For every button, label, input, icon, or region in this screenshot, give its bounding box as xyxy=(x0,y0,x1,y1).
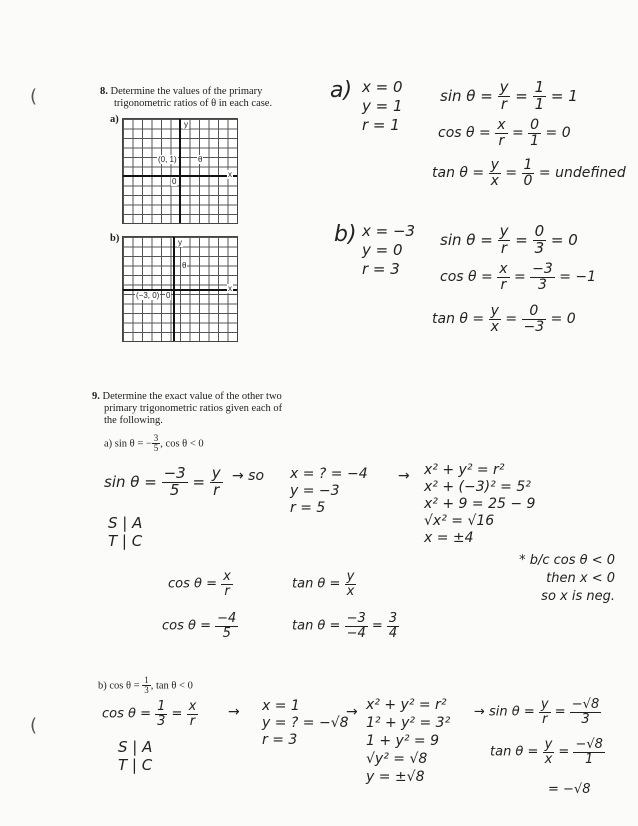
answer-a-cos-d: r xyxy=(498,132,505,149)
work-9a-eq2: x² + (−3)² = 5² xyxy=(424,479,531,495)
answer-a-r: r = 1 xyxy=(362,116,400,134)
answer-a-sin-d2: 1 xyxy=(534,94,545,113)
work-9b-tan-n: y xyxy=(544,737,553,752)
work-9a-tan xyxy=(292,570,356,598)
answer-a-tan-d: x xyxy=(490,172,499,189)
work-9a-tan2-d2: 4 xyxy=(388,625,398,641)
answer-b-sin-lhs: sin θ = xyxy=(440,230,493,249)
answer-b-cos-n: x xyxy=(499,261,508,277)
work-9a-r: r = 5 xyxy=(290,500,326,516)
work-9b-cos-n: 1 xyxy=(157,699,166,714)
q9-part-a-text: a) sin θ = − xyxy=(104,438,152,450)
work-9a-pythag xyxy=(424,462,535,547)
work-9b-pythag xyxy=(366,696,450,786)
q9-statement xyxy=(92,391,342,427)
answer-a-tan: tan θ = $\frac{y}{x}$ = $\frac{1}{0}$ = undefined xyxy=(432,157,626,189)
answer-a-values xyxy=(362,78,403,135)
q9-part-b xyxy=(98,676,193,696)
graph-a-theta: θ xyxy=(198,155,203,164)
work-9a-cos2-n: −4 xyxy=(217,611,237,626)
work-9a-note1: * b/c cos θ < 0 xyxy=(519,553,615,568)
work-9b-tan-n2: −√8 xyxy=(575,737,603,752)
answer-a-cos-lhs: cos θ = xyxy=(438,125,491,142)
answer-b-y: y = 0 xyxy=(362,241,403,259)
work-9b-arrow2: → xyxy=(346,704,358,720)
answer-a-sin-lhs: sin θ = xyxy=(440,86,493,105)
work-9b-tan-d2: 1 xyxy=(585,751,594,767)
answer-a-tan-n2: 1 xyxy=(523,157,533,173)
q9-part-b-tail: , tan θ < 0 xyxy=(150,680,193,692)
margin-paren-mark: ( xyxy=(30,86,38,107)
answer-b-tan-d: x xyxy=(490,318,499,335)
work-9a-cos2-lhs: cos θ = xyxy=(162,618,211,634)
work-9b-cos-lhs: cos θ = xyxy=(102,706,151,722)
work-9b-cos-d2: r xyxy=(189,713,196,729)
answer-a-sin-n: y xyxy=(499,78,509,96)
work-9b-sin-lhs: → sin θ = xyxy=(474,704,535,720)
answer-a-sin-d: r xyxy=(500,94,508,113)
graph-a-y-label: y xyxy=(184,120,188,129)
work-9a-tan-lhs: tan θ = xyxy=(292,576,341,592)
answer-b-cos-n2: −3 xyxy=(532,261,553,277)
work-9a-quadrant xyxy=(108,514,142,550)
work-9b-cos-n2: x xyxy=(188,699,197,714)
work-9b-quad-sa: S | A xyxy=(118,738,153,756)
answer-a-x: x = 0 xyxy=(362,78,403,96)
work-9a-values xyxy=(290,466,368,517)
answer-b-cos: cos θ = $\frac{x}{r}$ = $\frac{-3}{3}$ = −1 xyxy=(440,261,597,293)
work-9b-arrow1: → xyxy=(228,704,240,720)
work-9a-tan-n: y xyxy=(346,569,355,584)
answer-a-sin: sin θ = $\frac{y}{r}$ = $\frac{1}{1}$ = 1 xyxy=(440,78,578,113)
work-9a-quad-tc: T | C xyxy=(108,532,143,550)
graph-a-origin: 0 xyxy=(172,177,177,186)
work-9a-y: y = −3 xyxy=(290,483,340,499)
q9-part-a-d: 5 xyxy=(153,443,159,454)
graph-b-x-label: x xyxy=(228,284,232,293)
work-9a-eq4: √x² = √16 xyxy=(424,513,495,529)
work-9b-sin-n2: −√8 xyxy=(571,697,600,712)
answer-a-tan-lhs: tan θ = xyxy=(432,165,485,182)
q9-line3: the following. xyxy=(104,415,163,426)
q9-part-b-n: 1 xyxy=(144,675,149,685)
answer-a-sin-result: = 1 xyxy=(550,86,578,105)
work-9b-cos: cos θ = $\frac{1}{3}$ = $\frac{x}{r}$ xyxy=(102,699,197,729)
work-9b-tan: tan θ = $\frac{y}{x}$ = $\frac{-√8}{1}$ xyxy=(490,737,603,767)
work-9b-tan-lhs: tan θ = xyxy=(490,744,539,760)
work-9a-x: x = ? = −4 xyxy=(290,466,368,482)
answer-b-cos-d2: 3 xyxy=(538,276,547,293)
q9-number: 9. xyxy=(92,391,100,402)
work-9b-cos-d: 3 xyxy=(157,713,166,729)
work-9a-tan2-d: −4 xyxy=(346,625,366,641)
work-9a-sin-d2: r xyxy=(213,480,220,499)
graph-b-point-label: (−3, 0) xyxy=(136,291,160,300)
work-9a-sin-n: −3 xyxy=(163,464,186,482)
work-9a-quad-sa: S | A xyxy=(108,514,143,532)
answer-a-tan-result: = undefined xyxy=(538,165,626,182)
work-9b-eq1: x² + y² = r² xyxy=(366,697,447,713)
graph-b xyxy=(122,236,238,342)
answer-a-y: y = 1 xyxy=(362,97,403,115)
answer-b-tan-n2: 0 xyxy=(522,304,547,320)
work-9a-cos2-d: 5 xyxy=(222,625,231,641)
answer-b-tan: tan θ = $\frac{y}{x}$ = $\frac{0}{-3}$ = 0 xyxy=(432,303,576,335)
answer-a-sin-n2: 1 xyxy=(534,78,545,96)
work-9b-x: x = 1 xyxy=(262,698,300,714)
q9-part-a xyxy=(104,434,204,454)
work-9a-eq5: x = ±4 xyxy=(424,530,474,546)
work-9b-sin-d: r xyxy=(542,711,548,727)
q8-line2: trigonometric ratios of θ in each case. xyxy=(114,98,273,109)
answer-b-tan-lhs: tan θ = xyxy=(432,311,485,328)
work-9a-cos-lhs: cos θ = xyxy=(168,576,217,592)
work-9b-eq3: 1 + y² = 9 xyxy=(366,733,439,749)
work-9a-tan2-lhs: tan θ = xyxy=(292,618,341,634)
work-9b-quadrant xyxy=(118,738,152,774)
work-9b-sin-n: y xyxy=(540,697,549,712)
answer-b-tan-n: y xyxy=(490,303,499,319)
q9-part-b-d: 3 xyxy=(144,685,149,696)
answer-a-tag: a) xyxy=(330,78,353,103)
answer-b-r: r = 3 xyxy=(362,260,400,278)
work-9a-arrow1: → so xyxy=(232,468,265,484)
answer-b-cos-d: r xyxy=(500,276,507,293)
answer-b-cos-lhs: cos θ = xyxy=(440,269,493,286)
q9-part-a-n: 3 xyxy=(153,433,159,443)
answer-b-x: x = −3 xyxy=(362,222,416,240)
q8-part-a-label: a) xyxy=(110,114,119,125)
answer-b-sin-n2: 0 xyxy=(534,222,545,240)
work-9a-sin-d: 5 xyxy=(169,480,180,499)
work-9b-eq5: y = ±√8 xyxy=(366,769,425,785)
answer-a-tan-d2: 0 xyxy=(523,172,533,189)
answer-b-sin-d2: 3 xyxy=(534,238,545,257)
q9-line1: Determine the exact value of the other two xyxy=(102,391,282,402)
answer-b-sin-n: y xyxy=(499,222,509,240)
work-9a-eq3: x² + 9 = 25 − 9 xyxy=(424,496,536,512)
work-9a-note2: then x < 0 xyxy=(546,571,615,586)
margin-paren-mark-2: ( xyxy=(30,715,38,736)
work-9a-note xyxy=(505,552,615,606)
work-9b-eq2: 1² + y² = 3² xyxy=(366,715,451,731)
work-9a-tan2-n: −3 xyxy=(346,611,366,626)
work-9a-sin: sin θ = $\frac{-3}{5}$ = $\frac{y}{r}$ xyxy=(104,464,221,499)
work-9a-tan2-n2: 3 xyxy=(388,611,398,626)
work-9b-tan-d: x xyxy=(544,751,553,767)
work-9a-tan2: tan θ = $\frac{-3}{-4}$ = $\frac{3}{4}$ xyxy=(292,611,398,641)
answer-a-cos-n: x xyxy=(497,117,506,133)
answer-b-tan-result: = 0 xyxy=(550,311,576,328)
answer-a-cos-n2: 0 xyxy=(530,117,540,133)
q8-statement xyxy=(100,86,330,110)
answer-b-tan-d2: −3 xyxy=(523,318,545,335)
work-9b-sin-d2: 3 xyxy=(581,711,590,727)
work-9b-values xyxy=(262,698,349,749)
answer-b-values xyxy=(362,222,415,279)
answer-a-cos: cos θ = $\frac{x}{r}$ = $\frac{0}{1}$ = 0 xyxy=(438,117,571,149)
answer-b-sin: sin θ = $\frac{y}{r}$ = $\frac{0}{3}$ = 0 xyxy=(440,222,578,257)
work-9a-arrow2: → xyxy=(398,468,410,484)
q9-line2: primary trigonometric ratios given each of xyxy=(104,403,283,414)
graph-a-y-axis xyxy=(179,119,181,223)
work-9b-quad-tc: T | C xyxy=(118,756,153,774)
graph-a-x-label: x xyxy=(228,170,232,179)
graph-a xyxy=(122,118,238,224)
work-9a-sin-n2: y xyxy=(211,464,221,482)
work-9a-cos2 xyxy=(162,612,238,640)
work-9b-tan-result: = −√8 xyxy=(548,782,591,797)
graph-a-point-label: (0, 1) xyxy=(158,155,177,164)
answer-a-cos-result: = 0 xyxy=(545,125,571,142)
work-9a-cos-d: r xyxy=(224,583,230,599)
work-9a-note3: so x is neg. xyxy=(541,589,615,604)
q8-part-b-label: b) xyxy=(110,233,120,244)
work-9a-cos xyxy=(168,570,233,598)
answer-b-sin-result: = 0 xyxy=(550,230,578,249)
work-9a-tan-d: x xyxy=(346,583,355,599)
q8-number: 8. xyxy=(100,86,108,97)
answer-a-cos-d2: 1 xyxy=(530,132,540,149)
q8-line1: Determine the values of the primary xyxy=(110,86,263,97)
graph-b-theta: θ xyxy=(182,261,187,270)
graph-b-y-label: y xyxy=(178,238,182,247)
q9-part-a-tail: , cos θ < 0 xyxy=(160,438,204,450)
work-9b-y: y = ? = −√8 xyxy=(262,715,349,731)
answer-b-sin-d: r xyxy=(500,238,508,257)
answer-b-cos-result: = −1 xyxy=(559,269,597,286)
graph-b-y-axis xyxy=(173,237,175,341)
work-9a-eq1: x² + y² = r² xyxy=(424,462,505,478)
graph-b-origin: 0 xyxy=(166,291,171,300)
work-9a-cos-n: x xyxy=(223,569,231,584)
q9-part-b-text: b) cos θ = xyxy=(98,680,140,692)
answer-b-tag: b) xyxy=(334,222,357,247)
work-9b-eq4: √y² = √8 xyxy=(366,751,428,767)
work-9b-r: r = 3 xyxy=(262,732,298,748)
answer-a-tan-n: y xyxy=(490,157,499,173)
work-9a-sin-lhs: sin θ = xyxy=(104,472,157,491)
work-9b-sin: → sin θ = $\frac{y}{r}$ = $\frac{-√8}{3}$ xyxy=(474,697,600,727)
